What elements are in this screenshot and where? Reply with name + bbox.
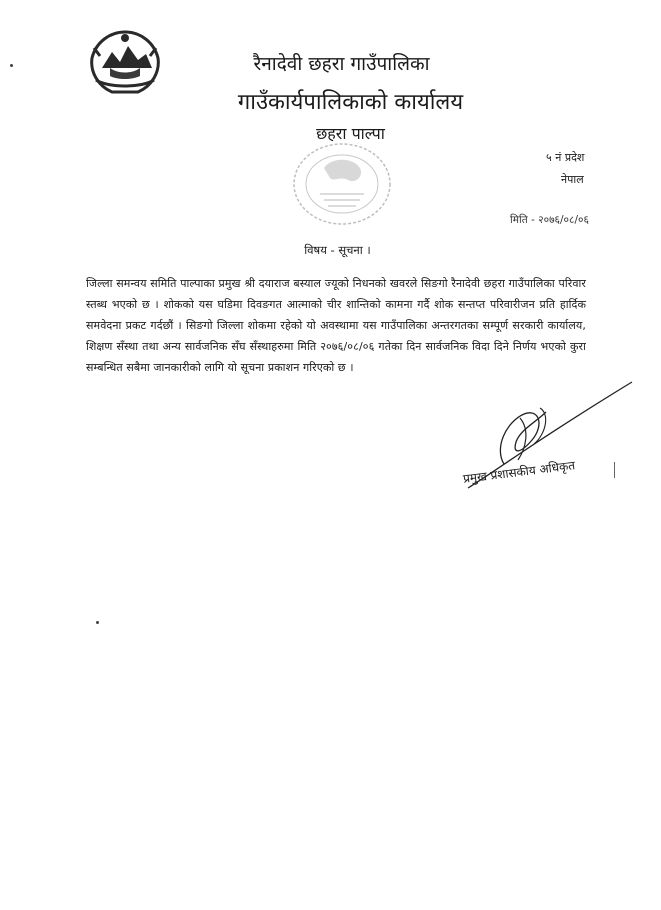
- office-name: गाउँकार्यपालिकाको कार्यालय: [237, 90, 464, 115]
- scan-dot: [10, 64, 13, 67]
- scan-dot: [96, 621, 99, 624]
- office-location: छहरा पाल्पा: [316, 124, 385, 143]
- municipality-name: रैनादेवी छहरा गाउँपालिका: [253, 53, 430, 75]
- notice-subject: विषय - सूचना ।: [304, 243, 371, 257]
- notice-body: जिल्ला समन्वय समिति पाल्पाका प्रमुख श्री दयाराज बस्याल ज्यूको निधनको खवरले सिङगो रैनादेवी छहरा गाउँपालिका परिवार स्तब्ध भएको छ । शोकको यस घडिमा दिवङगत आत्माको चीर शान्तिको कामना गर्दै शोक सन्तप्त परिवारीजन प्रति हार्दिक समवेदना प्रकट गर्दछौं । सिङगो जिल्ला शोकमा रहेको यो अवस्थामा यस गाउँपालिका अन्तरगतका सम्पूर्ण सरकारी कार्यालय, शिक्षण सँस्था तथा अन्य सार्वजनिक सँघ सँस्थाहरुमा मिति २०७६/०८/०६ गतेका दिन सार्वजनिक विदा दिने निर्णय भएको कुरा सम्बन्धित सबैमा जानकारीको लागि यो सूचना प्रकाशन गरिएको छ ।: [86, 277, 586, 374]
- address-province: ५ नं प्रदेश: [546, 151, 585, 164]
- office-stamp-icon: [290, 138, 394, 230]
- address-country: नेपाल: [561, 173, 584, 186]
- scan-mark: [614, 462, 615, 478]
- notice-date: मिति - २०७६/०८/०६: [510, 214, 589, 226]
- signatory-title: प्रमुख प्रशासकीय अधिकृत: [462, 458, 576, 486]
